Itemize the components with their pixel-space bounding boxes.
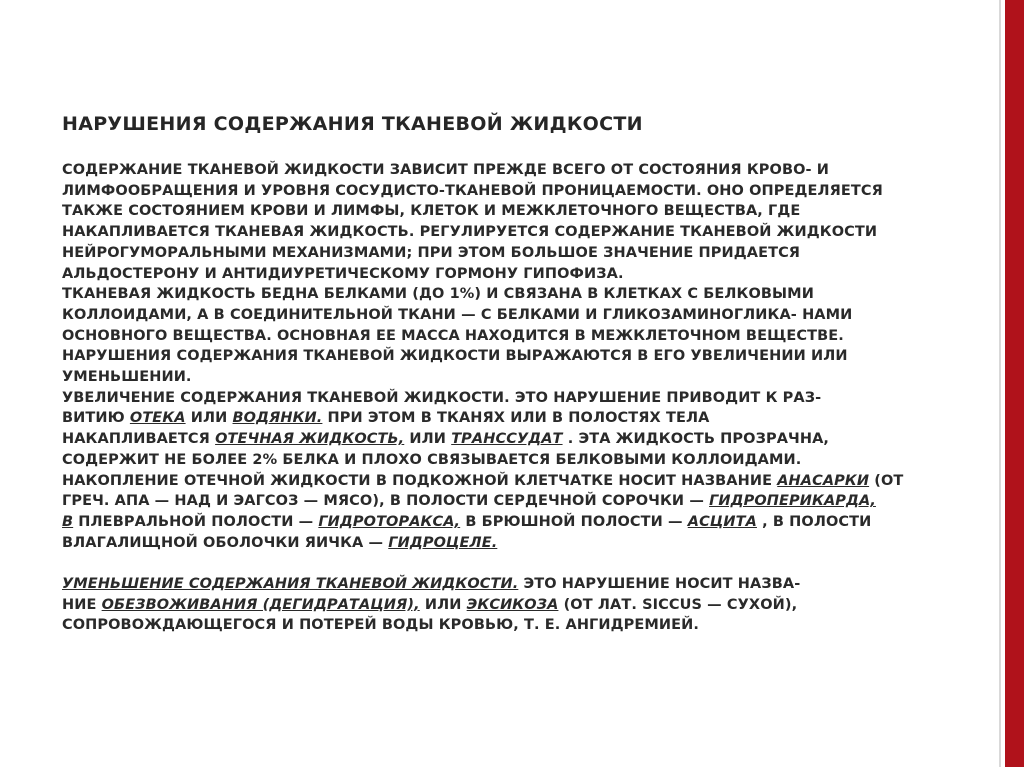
text-run: ПРИ ЭТОМ В ТКАНЯХ ИЛИ В ПОЛОСТЯХ ТЕЛА	[322, 410, 710, 427]
text-run: ИЛИ	[185, 410, 233, 427]
text-run: СОПРОВОЖДАЮЩЕГОСЯ И ПОТЕРЕЙ ВОДЫ КРОВЬЮ, Т. Е. АНГИДРЕМИЕЙ.	[62, 617, 699, 634]
term-emphasis: ГИДРОЦЕЛЕ.	[388, 534, 498, 551]
slide-body-text	[62, 160, 972, 636]
paragraph-gap	[62, 553, 972, 574]
text-run: , В ПОЛОСТИ	[756, 513, 872, 530]
text-run: АЛЬДОСТЕРОНУ И АНТИДИУРЕТИЧЕСКОМУ ГОРМОНУ ГИПОФИЗА.	[62, 265, 624, 282]
text-run: СОДЕРЖАНИЕ ТКАНЕВОЙ ЖИДКОСТИ ЗАВИСИТ ПРЕЖДЕ ВСЕГО ОТ СОСТОЯНИЯ КРОВО- И	[62, 162, 830, 178]
text-run: ТАКЖЕ СОСТОЯНИЕМ КРОВИ И ЛИМФЫ, КЛЕТОК И МЕЖКЛЕТОЧНОГО ВЕЩЕСТВА, ГДЕ	[62, 203, 801, 220]
text-run: (ОТ ЛАТ. SICCUS — СУХОЙ),	[558, 596, 798, 613]
text-run: В БРЮШНОЙ ПОЛОСТИ —	[460, 513, 688, 530]
term-emphasis: ОТЕЧНАЯ ЖИДКОСТЬ,	[215, 431, 405, 448]
text-run: НИЕ	[62, 596, 102, 613]
body-line	[62, 429, 972, 450]
text-run: . ЭТА ЖИДКОСТЬ ПРОЗРАЧНА,	[562, 431, 830, 448]
body-line	[62, 471, 972, 492]
term-emphasis: ГИДРОТОРАКСА,	[318, 513, 461, 530]
body-line	[62, 450, 972, 471]
text-run: НАКАПЛИВАЕТСЯ ТКАНЕВАЯ ЖИДКОСТЬ. РЕГУЛИРУЕТСЯ СОДЕРЖАНИЕ ТКАНЕВОЙ ЖИДКОСТИ	[62, 224, 878, 241]
slide-title: НАРУШЕНИЯ СОДЕРЖАНИЯ ТКАНЕВОЙ ЖИДКОСТИ	[62, 113, 643, 135]
text-run: УМЕНЬШЕНИИ.	[62, 369, 192, 386]
text-run: ОСНОВНОГО ВЕЩЕСТВА. ОСНОВНАЯ ЕЕ МАССА НАХОДИТСЯ В МЕЖКЛЕТОЧНОМ ВЕЩЕСТВЕ.	[62, 327, 844, 344]
body-line	[62, 367, 972, 388]
text-run: НЕЙРОГУМОРАЛЬНЫМИ МЕХАНИЗМАМИ; ПРИ ЭТОМ БОЛЬШОЕ ЗНАЧЕНИЕ ПРИДАЕТСЯ	[62, 244, 801, 261]
text-run: ИЛИ	[404, 431, 452, 448]
text-run: ЛИМФООБРАЩЕНИЯ И УРОВНЯ СОСУДИСТО-ТКАНЕВОЙ ПРОНИЦАЕМОСТИ. ОНО ОПРЕДЕЛЯЕТСЯ	[62, 182, 883, 199]
text-run: КОЛЛОИДАМИ, А В СОЕДИНИТЕЛЬНОЙ ТКАНИ — С БЕЛКАМИ И ГЛИКОЗАМИНОГЛИКА- НАМИ	[62, 306, 853, 323]
body-line	[62, 201, 972, 222]
term-emphasis: В	[62, 513, 74, 530]
body-line	[62, 615, 972, 636]
term-emphasis: ГИДРОПЕРИКАРДА,	[709, 493, 876, 510]
body-line	[62, 181, 972, 202]
body-line	[62, 222, 972, 243]
term-emphasis: ТРАНССУДАТ	[451, 431, 563, 448]
term-emphasis: ОБЕЗВОЖИВАНИЯ (ДЕГИДРАТАЦИЯ),	[101, 596, 420, 613]
body-line	[62, 284, 972, 305]
text-run: ВИТИЮ	[62, 410, 130, 427]
body-line	[62, 326, 972, 347]
text-run: (ОТ	[869, 472, 904, 489]
term-emphasis: УМЕНЬШЕНИЕ СОДЕРЖАНИЯ ТКАНЕВОЙ ЖИДКОСТИ.	[62, 576, 519, 593]
body-line	[62, 264, 972, 285]
text-run: СОДЕРЖИТ НЕ БОЛЕЕ 2% БЕЛКА И ПЛОХО СВЯЗЫВАЕТСЯ БЕЛКОВЫМИ КОЛЛОИДАМИ.	[62, 451, 802, 468]
body-line	[62, 388, 972, 409]
text-run: ГРЕЧ. АПА — НАД И ЭАГСОЗ — МЯСО), В ПОЛОСТИ СЕРДЕЧНОЙ СОРОЧКИ —	[62, 493, 710, 510]
body-line	[62, 408, 972, 429]
body-line	[62, 574, 972, 595]
body-line	[62, 160, 972, 181]
slide-edge-rule	[999, 0, 1001, 767]
term-emphasis: ВОДЯНКИ.	[232, 410, 323, 427]
term-emphasis: ЭКСИКОЗА	[466, 596, 559, 613]
text-run: УВЕЛИЧЕНИЕ СОДЕРЖАНИЯ ТКАНЕВОЙ ЖИДКОСТИ. ЭТО НАРУШЕНИЕ ПРИВОДИТ К РАЗ-	[62, 389, 822, 406]
text-run: ИЛИ	[419, 596, 467, 613]
text-run: НАРУШЕНИЯ СОДЕРЖАНИЯ ТКАНЕВОЙ ЖИДКОСТИ ВЫРАЖАЮТСЯ В ЕГО УВЕЛИЧЕНИИ ИЛИ	[62, 348, 848, 365]
body-line	[62, 512, 972, 533]
body-line	[62, 305, 972, 326]
text-run: НАКАПЛИВАЕТСЯ	[62, 431, 216, 448]
text-run: ПЛЕВРАЛЬНОЙ ПОЛОСТИ —	[73, 513, 319, 530]
body-line	[62, 491, 972, 512]
body-line	[62, 346, 972, 367]
text-run: ТКАНЕВАЯ ЖИДКОСТЬ БЕДНА БЕЛКАМИ (ДО 1%) И СВЯЗАНА В КЛЕТКАХ С БЕЛКОВЫМИ	[62, 286, 814, 303]
text-run: НАКОПЛЕНИЕ ОТЕЧНОЙ ЖИДКОСТИ В ПОДКОЖНОЙ КЛЕТЧАТКЕ НОСИТ НАЗВАНИЕ	[62, 472, 778, 489]
term-emphasis: АНАСАРКИ	[777, 472, 870, 489]
body-line	[62, 533, 972, 554]
term-emphasis: ОТЕКА	[129, 410, 186, 427]
accent-bar	[1005, 0, 1024, 767]
term-emphasis: АСЦИТА	[687, 513, 757, 530]
body-line	[62, 595, 972, 616]
body-line	[62, 243, 972, 264]
text-run: ВЛАГАЛИЩНОЙ ОБОЛОЧКИ ЯИЧКА —	[62, 534, 389, 551]
text-run: ЭТО НАРУШЕНИЕ НОСИТ НАЗВА-	[518, 576, 801, 593]
